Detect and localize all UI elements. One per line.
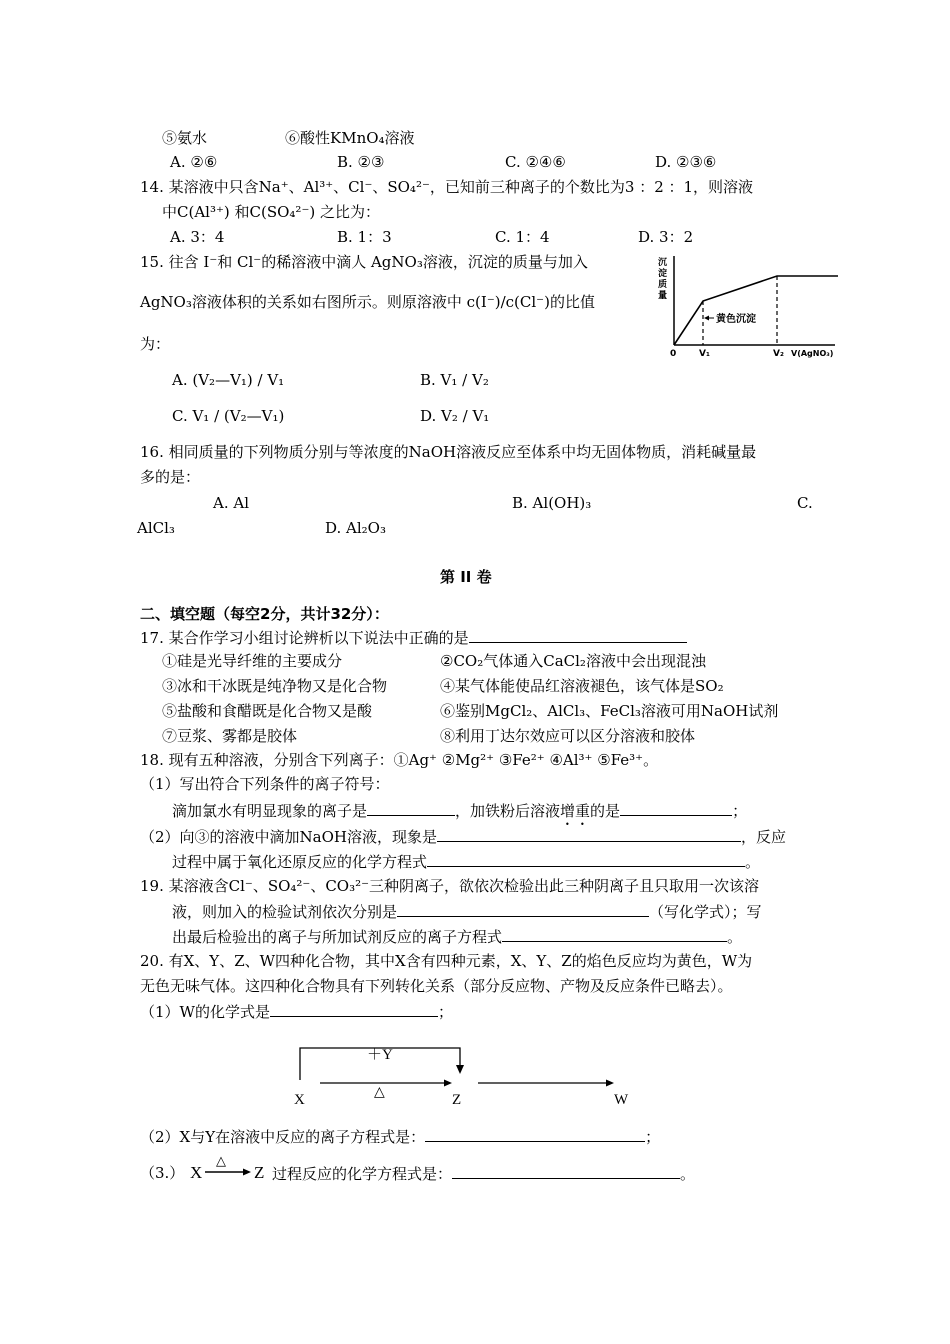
diagram-arrowhead-x-z — [444, 1080, 452, 1087]
chart-x-label: V(AgNO₃) — [791, 349, 834, 358]
inline-arrowhead — [243, 1169, 251, 1176]
q17-item-7: ⑦豆浆、雾都是胶体 — [162, 727, 298, 745]
q17-item-2: ②CO₂气体通入CaCl₂溶液中会出现混浊 — [440, 652, 706, 670]
q20-part2 — [140, 1126, 660, 1147]
q19-stem-line1: 19. 某溶液含Cl⁻、SO₄²⁻、CO₃²⁻三种阴离子，欲依次检验出此三种阴离子且只取用一次该溶 — [140, 877, 760, 895]
q14-stem-line2: 中C(Al³⁺) 和C(SO₄²⁻) 之比为： — [162, 203, 380, 221]
q20-part1 — [140, 1001, 453, 1022]
q18-p2-text: （2）向③的溶液中滴加NaOH溶液，现象是 — [140, 828, 437, 846]
diagram-x: X — [294, 1092, 305, 1108]
chart-origin-label: 0 — [670, 349, 677, 359]
diagram-delta: △ — [374, 1085, 385, 1100]
q20-p1-blank[interactable] — [270, 1001, 438, 1017]
q20-p1-text: （1）W的化学式是 — [140, 1003, 270, 1021]
q20-transformation-diagram — [285, 1040, 645, 1115]
q13-option-5: ⑤氨水 — [162, 129, 208, 147]
q16-stem-line1: 16. 相同质量的下列物质分别与等浓度的NaOH溶液反应至体系中均无固体物质，消耗碱量最 — [140, 443, 757, 461]
q16-choice-d: D. Al₂O₃ — [325, 519, 386, 537]
q15-stem-line2: AgNO₃溶液体积的关系如右图所示。则原溶液中 c(I⁻)/c(Cl⁻)的比值 — [140, 293, 595, 311]
q20-p2-blank[interactable] — [425, 1126, 645, 1142]
q13-choice-b: B. ②③ — [337, 153, 385, 171]
q18-p2b-blank[interactable] — [427, 851, 745, 867]
q18-p1a-post: 的是 — [590, 802, 621, 820]
q15-stem-line3: 为： — [140, 335, 171, 353]
q20-p1-end: ； — [437, 1003, 453, 1021]
q19-stem-line3 — [172, 926, 742, 947]
chart-ylabel-char: 沉 — [658, 258, 668, 268]
q18-p1a-text: 滴加氯水有明显现象的离子是 — [172, 802, 368, 820]
q14-stem-line1: 14. 某溶液中只含Na⁺、Al³⁺、Cl⁻、SO₄²⁻，已知前三种离子的个数比为3 ：2 ：1，则溶液 — [140, 178, 754, 196]
q19-equation-blank[interactable] — [502, 926, 727, 942]
q15-choice-c: C. V₁ / (V₂—V₁) — [172, 407, 285, 425]
q14-choice-a: A. 3：4 — [170, 228, 225, 246]
q19-reagents-blank[interactable] — [397, 901, 649, 917]
q17-item-1: ①硅是光导纤维的主要成分 — [162, 652, 343, 670]
q17-item-4: ④某气体能使品红溶液褪色，该气体是SO₂ — [440, 677, 724, 695]
chart-v2-label: V₂ — [773, 349, 784, 359]
inline-delta: △ — [216, 1153, 226, 1168]
q20-p3-end: 。 — [680, 1165, 696, 1183]
q18-p1b-blank[interactable] — [620, 800, 732, 816]
diagram-z: Z — [452, 1092, 462, 1108]
q17-item-3: ③冰和干冰既是纯净物又是化合物 — [162, 677, 388, 695]
q13-choice-a: A. ②⑥ — [170, 153, 218, 171]
q15-choice-b: B. V₁ / V₂ — [420, 371, 489, 389]
q17-item-5: ⑤盐酸和食醋既是化合物又是酸 — [162, 702, 373, 720]
q20-p2-text: （2）X与Y在溶液中反应的离子方程式是： — [140, 1128, 426, 1146]
q17-item-8: ⑧利用丁达尔效应可以区分溶液和胶体 — [440, 727, 696, 745]
q16-choice-c-text: AlCl₃ — [137, 519, 175, 537]
chart-ylabel-char: 淀 — [658, 269, 668, 279]
q17-item-6: ⑥鉴别MgCl₂、AlCl₃、FeCl₃溶液可用NaOH试剂 — [440, 702, 779, 720]
q14-choice-b: B. 1：3 — [337, 228, 392, 246]
q18-p2-blank[interactable] — [437, 826, 741, 842]
chart-ylabel-char: 量 — [658, 291, 668, 301]
q20-part3-line — [272, 1163, 695, 1184]
q15-stem-line1: 15. 往含 I⁻和 Cl⁻的稀溶液中滴人 AgNO₃溶液，沉淀的质量与加入 — [140, 253, 588, 271]
q13-choice-d: D. ②③⑥ — [655, 153, 717, 171]
part2-title: 第 II 卷 — [440, 568, 492, 586]
inline-x: X — [190, 1163, 203, 1182]
q16-choice-c-label: C. — [797, 494, 813, 512]
q19-line2-text: 液，则加入的检验试剂依次分别是 — [172, 903, 398, 921]
q18-part2-line1 — [140, 826, 786, 847]
q20-part3-label: （3.） — [140, 1164, 185, 1182]
q18-part1: （1）写出符合下列条件的离子符号： — [140, 775, 390, 793]
q19-stem-line2 — [172, 901, 762, 922]
q13-choice-c: C. ②④⑥ — [505, 153, 566, 171]
q20-x-to-z-arrow — [188, 1150, 273, 1188]
q17-stem — [140, 627, 687, 648]
q15-choice-d: D. V₂ / V₁ — [420, 407, 490, 425]
q19-line3-end: 。 — [727, 928, 743, 946]
section-heading: 二、填空题（每空2分，共计32分）： — [140, 605, 389, 623]
diagram-w: W — [614, 1092, 629, 1108]
q18-p1a-blank[interactable] — [367, 800, 455, 816]
q20-p2-end: ； — [645, 1128, 661, 1146]
chart-annotation-arrowhead — [704, 316, 709, 321]
q13-option-6: ⑥酸性KMnO₄溶液 — [285, 129, 415, 147]
q14-choice-c: C. 1：4 — [495, 228, 550, 246]
q17-stem-text: 17. 某合作学习小组讨论辨析以下说法中正确的是 — [140, 629, 469, 647]
inline-z: Z — [254, 1163, 265, 1182]
q19-line2-post: （写化学式）；写 — [649, 903, 762, 921]
diagram-arrowhead-z-w — [606, 1080, 614, 1087]
q19-line3-text: 出最后检验出的离子与所加试剂反应的离子方程式 — [172, 928, 503, 946]
q20-p3-blank[interactable] — [452, 1163, 680, 1179]
q15-precipitate-chart — [655, 250, 840, 365]
chart-ylabel-char: 质 — [658, 280, 668, 290]
diagram-plus-y: ＋Y — [367, 1047, 393, 1063]
chart-v1-label: V₁ — [699, 349, 710, 359]
q20-p3-text: 过程反应的化学方程式是： — [272, 1165, 453, 1183]
q20-stem-line1: 20. 有X、Y、Z、W四种化合物，其中X含有四种元素，X、Y、Z的焰色反应均为黄色，W为 — [140, 952, 753, 970]
q18-p1a-mid: ，加铁粉后溶液 — [455, 802, 561, 820]
chart-precipitate-line — [674, 276, 838, 345]
q18-p2b-end: 。 — [745, 853, 761, 871]
q20-stem-line2: 无色无味气体。这四种化合物具有下列转化关系（部分反应物、产物及反应条件已略去）。 — [140, 977, 733, 995]
q17-answer-blank[interactable] — [469, 627, 687, 643]
q18-part1-line — [172, 800, 747, 829]
q18-p1a-emphasis: 增重 — [560, 802, 591, 820]
q18-part2-line2 — [172, 851, 760, 872]
q14-choice-d: D. 3：2 — [638, 228, 694, 246]
q16-choice-a: A. Al — [213, 494, 249, 512]
q18-p1a-end: ； — [732, 802, 748, 820]
q15-choice-a: A. (V₂—V₁) / V₁ — [172, 371, 285, 389]
q16-choice-b: B. Al(OH)₃ — [512, 494, 592, 512]
q18-p2b-text: 过程中属于氧化还原反应的化学方程式 — [172, 853, 428, 871]
diagram-bracket-arrowhead — [456, 1065, 464, 1074]
q18-p2-post: ，反应 — [741, 828, 787, 846]
q16-stem-line2: 多的是： — [140, 468, 201, 486]
chart-annotation: 黄色沉淀 — [716, 314, 756, 325]
q18-stem: 18. 现有五种溶液，分别含下列离子：①Ag⁺ ②Mg²⁺ ③Fe²⁺ ④Al³⁺ ⑤Fe³⁺。 — [140, 751, 659, 769]
